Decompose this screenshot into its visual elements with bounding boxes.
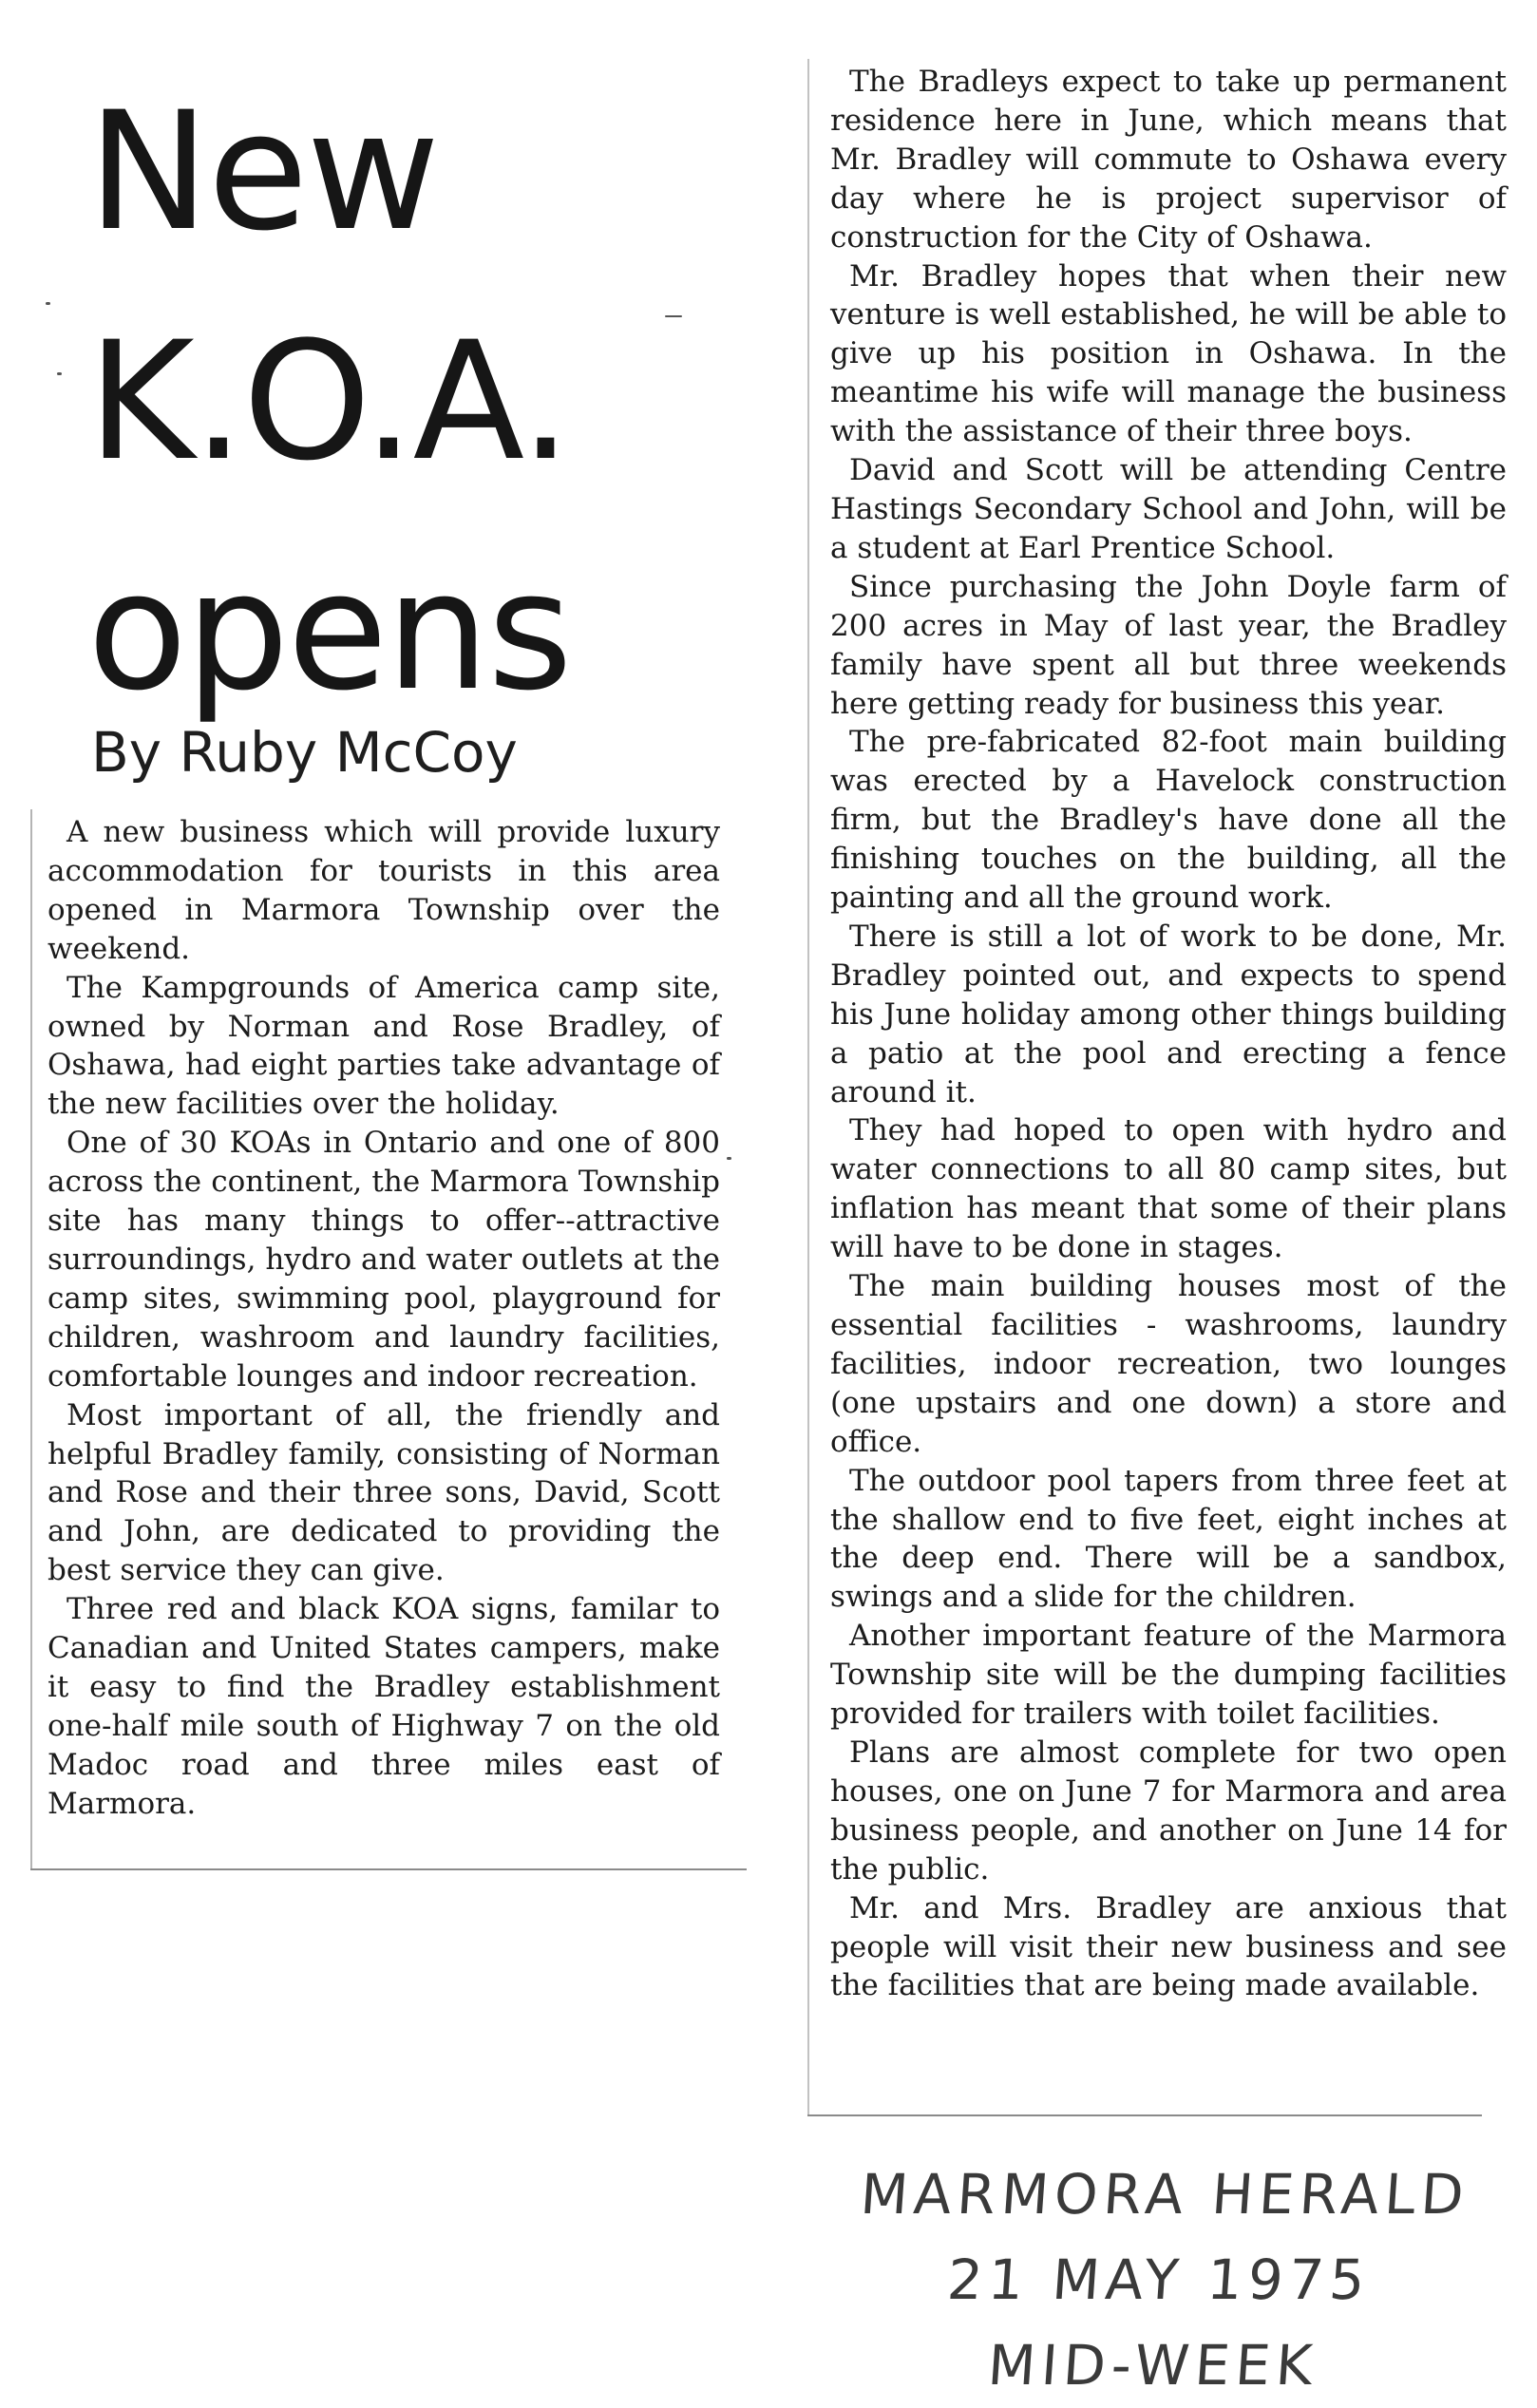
headline (87, 57, 714, 747)
paragraph: A new business which will provide luxury accommodation for tourists in this area opened in Marmora Township over the weekend. (47, 815, 720, 966)
paragraph: The Bradleys expect to take up permanent residence here in June, which means that Mr. Bradley will commute to Oshawa every day where he is project supervisor of construction for the City of Oshawa. (830, 65, 1507, 255)
paragraph: Since purchasing the John Doyle farm of 200 acres in May of last year, the Bradley family have spent all but three weekends here getting ready for business this year. (830, 569, 1507, 721)
scan-speck (46, 302, 50, 305)
handwritten-annotation (818, 2152, 1501, 2408)
annotation-edition: MID-WEEK (985, 2333, 1320, 2398)
paragraph: They had hoped to open with hydro and water connections to all 80 camp sites, but inflation has meant that some of their plans will have to be done in stages. (830, 1113, 1507, 1265)
paragraph: One of 30 KOAs in Ontario and one of 800 across the continent, the Marmora Township site has many things to offer--attractive surroundings, hydro and water outlets at the camp sites, swimming pool, playground for children, washroom and laundry facilities, comfortable lounges and indoor recreation. (47, 1126, 720, 1394)
paragraph: Mr. and Mrs. Bradley are anxious that people will visit their new business and see the facilities that are being made available. (830, 1890, 1507, 2003)
scan-speck (665, 315, 682, 317)
annotation-date: 21 MAY 1975 (945, 2247, 1373, 2312)
headline-line-1: New (87, 76, 439, 267)
right-column (830, 63, 1507, 2005)
right-column-bottom-rule (807, 2114, 1482, 2116)
left-column-border (30, 809, 32, 1869)
paragraph: Mr. Bradley hopes that when their new venture is well established, he will be able to give up his position in Oshawa. In the meantime his wife will manage the business with the assistance of their three boys. (830, 258, 1507, 449)
scan-speck (57, 372, 62, 375)
paragraph: David and Scott will be attending Centre Hastings Secondary School and John, will be a student at Earl Prentice School. (830, 453, 1507, 565)
byline: By Ruby McCoy (91, 720, 518, 785)
headline-line-3: opens (87, 536, 571, 727)
left-column-bottom-rule (30, 1868, 747, 1870)
left-column (47, 813, 720, 1824)
paragraph: There is still a lot of work to be done, Mr. Bradley pointed out, and expects to spend his June holiday among other things building a patio at the pool and erecting a fence around it. (830, 919, 1507, 1109)
scan-speck (727, 1157, 731, 1160)
paragraph: Three red and black KOA signs, familar to Canadian and United States campers, make it easy to find the Bradley establishment one-half mile south of Highway 7 on the old Madoc road and three miles east of Marmora. (47, 1592, 720, 1821)
paragraph: The pre-fabricated 82-foot main building was erected by a Havelock construction firm, but the Bradley's have done all the finishing touches on the building, all the painting and all the ground work. (830, 725, 1507, 916)
paragraph: The main building houses most of the essential facilities - washrooms, laundry facilities, indoor recreation, two lounges (one upstairs and one down) a store and office. (830, 1269, 1507, 1459)
headline-line-2: K.O.A. (87, 306, 570, 497)
paragraph: Plans are almost complete for two open houses, one on June 7 for Marmora and area business people, and another on June 14 for the public. (830, 1735, 1507, 1887)
paragraph: The outdoor pool tapers from three feet at the shallow end to five feet, eight inches at the deep end. There will be a sandbox, swings and a slide for the children. (830, 1463, 1507, 1615)
paragraph: Most important of all, the friendly and helpful Bradley family, consisting of Norman and Rose and their three sons, David, Scott and John, are dedicated to providing the best service they can give. (47, 1397, 720, 1588)
annotation-publication: MARMORA HERALD (858, 2162, 1471, 2227)
right-column-border (807, 59, 809, 2115)
paragraph: The Kampgrounds of America camp site, owned by Norman and Rose Bradley, of Oshawa, had eight parties take advantage of the new facilities over the holiday. (47, 970, 720, 1122)
paragraph: Another important feature of the Marmora Township site will be the dumping facilities provided for trailers with toilet facilities. (830, 1619, 1507, 1732)
